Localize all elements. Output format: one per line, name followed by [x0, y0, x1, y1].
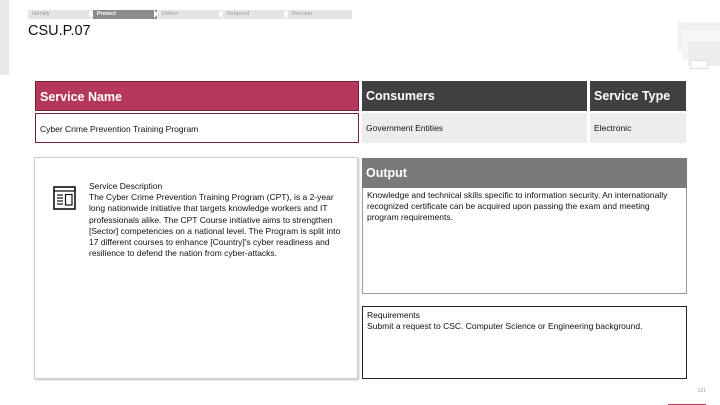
output-header: Output	[362, 158, 687, 188]
service-type-value: Electronic	[590, 113, 686, 143]
service-description-heading: Service Description	[89, 181, 163, 191]
consumers-header: Consumers	[362, 81, 587, 111]
nav-step-identify[interactable]	[28, 10, 92, 19]
decorative-corner-graphic	[678, 22, 720, 72]
page-number: 121	[697, 388, 706, 394]
service-description-card	[34, 157, 358, 379]
requirements-heading: Requirements	[367, 310, 420, 320]
page-title: CSU.P.07	[28, 23, 91, 39]
service-name-header: Service Name	[35, 81, 359, 111]
service-type-header: Service Type	[590, 81, 686, 111]
output-body: Knowledge and technical skills specific to information security. An internationally recognized certificate can be acquired upon passing the exam and meeting program requirements.	[362, 188, 687, 294]
nav-step-label: Detect	[162, 11, 178, 17]
nav-step-label: Recover	[292, 11, 313, 17]
nav-step-label: Identify	[32, 11, 50, 17]
nav-step-recover[interactable]	[288, 10, 352, 19]
left-accent-strip	[0, 0, 9, 75]
nav-step-detect[interactable]	[158, 10, 222, 19]
nav-step-protect[interactable]	[93, 10, 157, 19]
nav-step-label: Respond	[227, 11, 250, 17]
framework-progress-nav	[28, 10, 353, 19]
service-description-body: The Cyber Crime Prevention Training Program (CPT), is a 2-year long nationwide initiative that targets knowledge workers and IT professionals alike. The CPT Course initiative aims to strengthen [Sector] competencies on a national level. The Program is split into 17 different courses to enhance [Country]'s cyber readiness and resilience to defend the nation from cyber-attacks.	[89, 192, 341, 259]
requirements-card	[362, 306, 687, 379]
nav-step-label: Protect	[97, 11, 116, 17]
consumers-value: Government Entities	[362, 113, 587, 143]
service-name-value: Cyber Crime Prevention Training Program	[35, 113, 359, 143]
requirements-body: Submit a request to CSC. Computer Science or Engineering background.	[367, 321, 643, 332]
newspaper-icon	[51, 184, 78, 212]
nav-step-respond[interactable]	[223, 10, 287, 19]
